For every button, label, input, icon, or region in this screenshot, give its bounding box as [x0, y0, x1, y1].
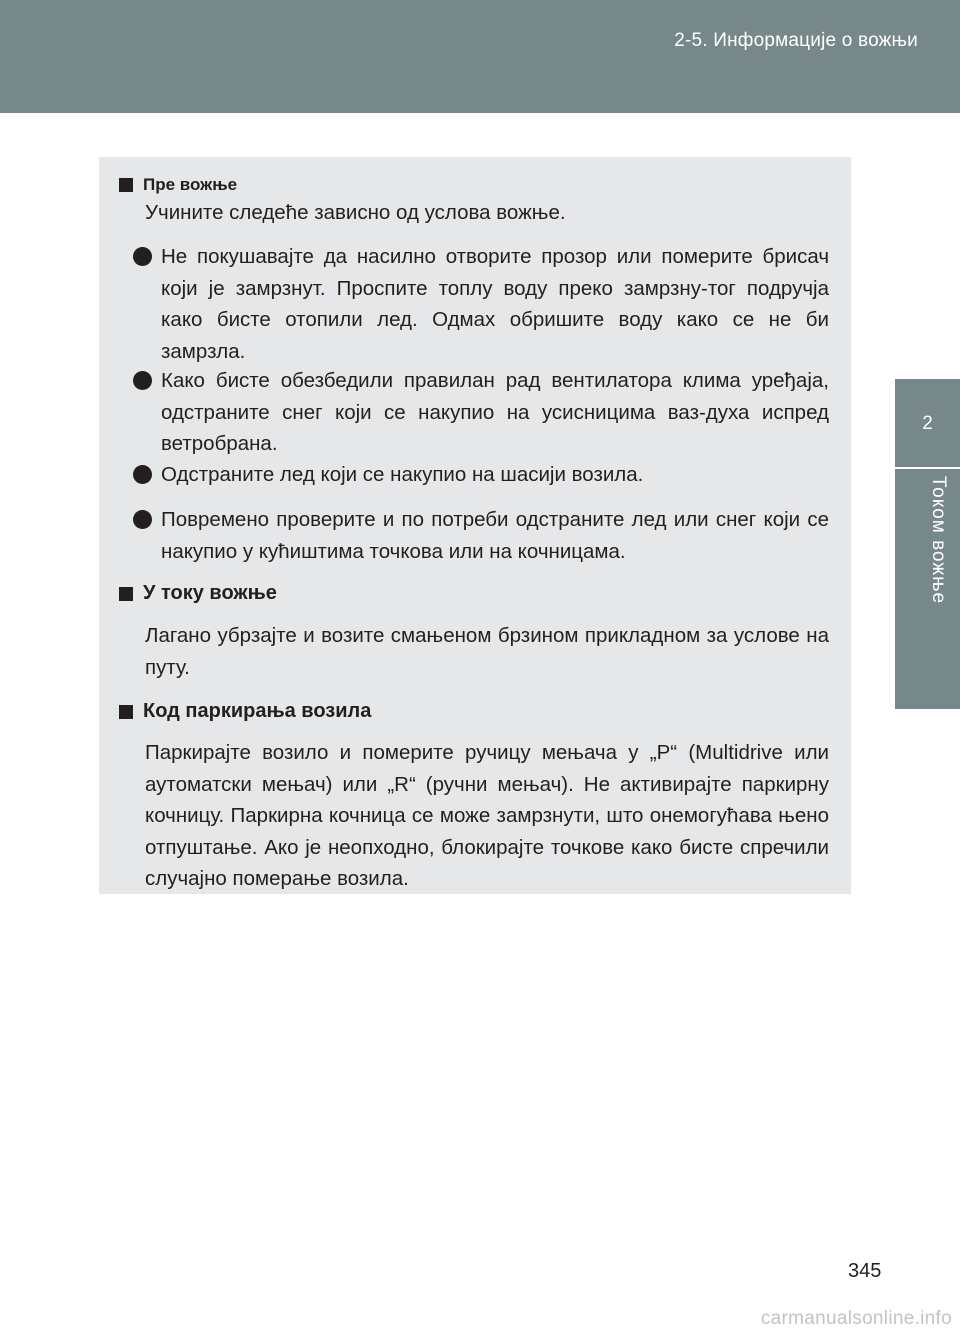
section-title-while-driving [119, 582, 277, 605]
list-item-text: Повремено проверите и по потреби одстраните лед или снег који се накупио у кућиштима точкова или на кочницама. [161, 508, 829, 563]
square-bullet-icon [119, 705, 133, 719]
list-item-text: Одстраните лед који се накупио на шасији возила. [161, 463, 644, 486]
section-title-parking [119, 700, 371, 723]
side-tab-number: 2 [922, 413, 933, 434]
bullet-dot-icon [133, 465, 152, 484]
section-title-before-driving [119, 175, 237, 195]
header-band [0, 0, 960, 113]
content-box [99, 157, 851, 894]
bullet-dot-icon [133, 371, 152, 390]
section-title-text: У току вожње [143, 582, 277, 604]
list-item-text: Како бисте обезбедили правилан рад вентилатора клима уређаја, одстраните снег који се накупио на усисницима ваз-духа испред ветробрана. [161, 369, 829, 455]
square-bullet-icon [119, 587, 133, 601]
list-item [133, 459, 829, 491]
section-title-text: Пре вожње [143, 175, 238, 194]
list-item [133, 365, 829, 460]
parking-text: Паркирајте возило и померите ручицу мењача у „P“ (Multidrive или аутоматски мењач) или „R“ (ручни мењач). Не активирајте паркирну кочницу. Паркирна кочница се може замрзнути, што онемогућава њено отпуштање. Ако је неопходно, блокирајте точкове како бисте спречили случајно померање возила. [145, 741, 829, 890]
bullet-dot-icon [133, 247, 152, 266]
square-bullet-icon [119, 178, 133, 192]
watermark: carmanualsonline.info [760, 1308, 952, 1329]
side-tab-label: Током вожње [928, 476, 949, 605]
list-item [133, 504, 829, 567]
side-tab-divider [895, 467, 960, 469]
list-item [133, 241, 829, 367]
before-driving-intro: Учините следеће зависно од услова вожње. [145, 201, 566, 224]
bullet-dot-icon [133, 510, 152, 529]
chapter-title: 2-5. Информације о вожњи [674, 30, 918, 51]
list-item-text: Не покушавајте да насилно отворите прозор или померите брисач који је замрзнут. Проспите топлу воду преко замрзну-тог подручја како бисте отопили лед. Одмах обришите воду како се не би замрзла. [161, 245, 829, 363]
while-driving-text: Лагано убрзајте и возите смањеном брзином прикладном за услове на путу. [145, 624, 829, 679]
page-number: 345 [848, 1260, 882, 1282]
section-title-text: Код паркирања возила [143, 700, 372, 722]
